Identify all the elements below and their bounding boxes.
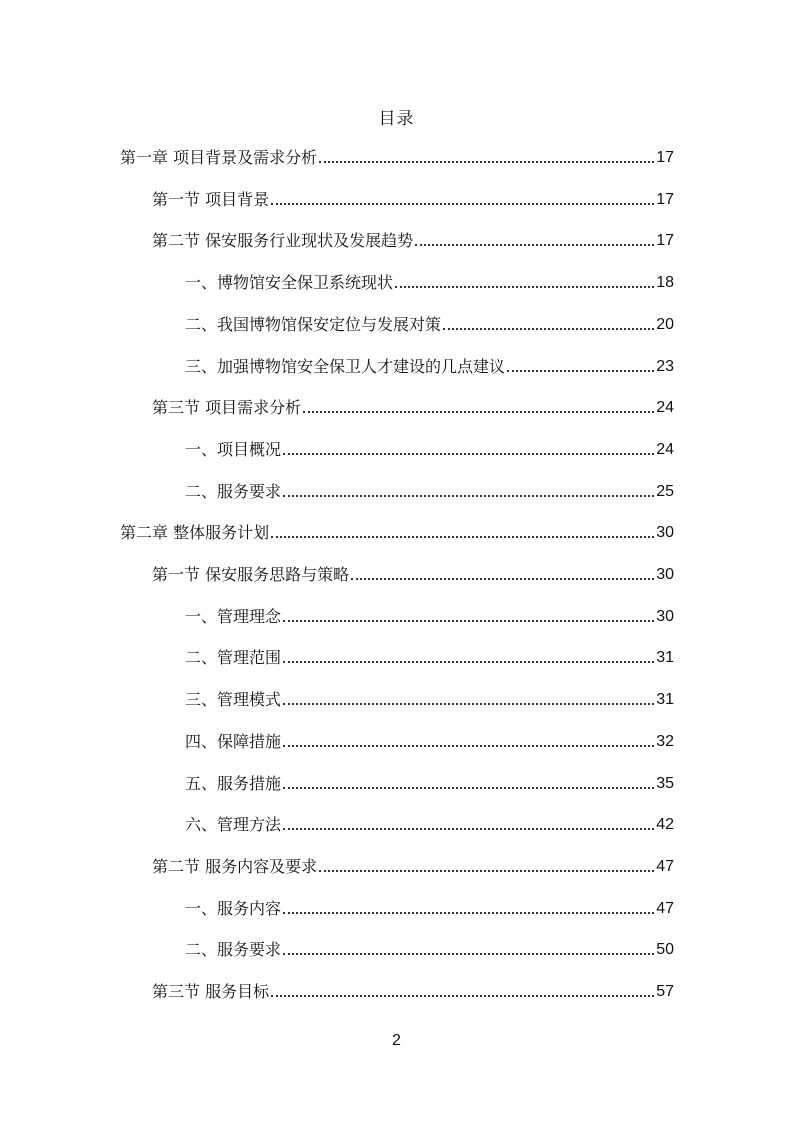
- toc-entry-subsection[interactable]: [185, 688, 674, 712]
- toc-entry-subsection[interactable]: [185, 271, 674, 295]
- dot-leader: [415, 244, 654, 246]
- dot-leader: [283, 787, 654, 789]
- toc-entry-subsection[interactable]: [185, 897, 674, 921]
- toc-entry-label: 二、服务要求: [185, 481, 282, 501]
- toc-entry-label: 二、我国博物馆保安定位与发展对策: [185, 314, 442, 334]
- toc-entry-page: 23: [656, 357, 674, 375]
- toc-entry-subsection[interactable]: [185, 438, 674, 462]
- toc-entry-section[interactable]: [152, 980, 674, 1004]
- toc-entry-label: 第三节 服务目标: [152, 982, 270, 1001]
- toc-title: 目录: [378, 109, 415, 129]
- toc-entry-label: 六、管理方法: [185, 815, 282, 835]
- dot-leader: [319, 870, 654, 872]
- toc-entry-label: 一、服务内容: [185, 898, 282, 918]
- toc-entry-section[interactable]: [152, 229, 674, 253]
- dot-leader: [283, 453, 654, 455]
- toc-entry-subsection[interactable]: [185, 730, 674, 754]
- dot-leader: [283, 828, 654, 830]
- toc-entry-page: 31: [656, 649, 674, 667]
- toc-entry-label: 三、加强博物馆安全保卫人才建设的几点建议: [185, 356, 506, 376]
- toc-entry-label: 一、管理理念: [185, 606, 282, 626]
- toc-entry-page: 30: [656, 566, 674, 583]
- toc-entry-label: 第二节 服务内容及要求: [152, 856, 318, 876]
- toc-entry-page: 24: [656, 440, 674, 458]
- dot-leader: [283, 745, 654, 747]
- toc-entry-section[interactable]: [152, 855, 674, 879]
- toc-entry-label: 第二节 保安服务行业现状及发展趋势: [152, 231, 414, 251]
- dot-leader: [283, 495, 654, 497]
- toc-entry-page: 20: [656, 315, 674, 333]
- toc-entry-label: 四、保障措施: [185, 731, 282, 751]
- toc-entry-section[interactable]: [152, 563, 674, 587]
- toc-entry-subsection[interactable]: [185, 646, 674, 670]
- dot-leader: [303, 411, 654, 413]
- toc-entry-subsection[interactable]: [185, 313, 674, 337]
- dot-leader: [507, 370, 654, 372]
- toc-entry-label: 第一章 项目背景及需求分析: [120, 148, 318, 167]
- toc-entry-page: 31: [656, 691, 674, 709]
- toc-entry-label: 第一节 保安服务思路与策略: [152, 565, 350, 584]
- toc-entry-label: 二、管理范围: [185, 648, 282, 668]
- toc-entry-section[interactable]: [152, 188, 674, 212]
- toc-entry-page: 47: [656, 899, 674, 917]
- dot-leader: [283, 703, 654, 705]
- toc-entry-label: 一、博物馆安全保卫系统现状: [185, 273, 394, 293]
- toc-entry-page: 30: [656, 607, 674, 625]
- toc-entry-label: 二、服务要求: [185, 940, 282, 960]
- dot-leader: [271, 536, 654, 538]
- toc-entry-label: 第二章 整体服务计划: [120, 523, 270, 543]
- toc-entry-chapter[interactable]: [120, 521, 674, 545]
- toc-entry-page: 57: [656, 983, 674, 1000]
- toc-entry-page: 35: [656, 774, 674, 792]
- dot-leader: [319, 161, 654, 163]
- toc-entry-label: 第三节 项目需求分析: [152, 398, 302, 418]
- toc-entry-page: 17: [656, 190, 674, 208]
- toc-entry-page: 17: [656, 149, 674, 166]
- dot-leader: [271, 203, 654, 205]
- dot-leader: [351, 578, 654, 580]
- toc-entry-subsection[interactable]: [185, 813, 674, 837]
- toc-entry-subsection[interactable]: [185, 480, 674, 504]
- toc-entry-section[interactable]: [152, 396, 674, 420]
- toc-entry-page: 24: [656, 399, 674, 417]
- toc-entry-subsection[interactable]: [185, 772, 674, 796]
- toc-entry-label: 一、项目概况: [185, 439, 282, 459]
- toc-entry-page: 17: [656, 232, 674, 250]
- dot-leader: [443, 328, 654, 330]
- toc-entry-page: 47: [656, 857, 674, 875]
- toc-entry-label: 五、服务措施: [185, 773, 282, 793]
- toc-entry-label: 第一节 项目背景: [152, 189, 270, 209]
- toc-entry-subsection[interactable]: [185, 938, 674, 962]
- toc-entry-page: 42: [656, 816, 674, 834]
- toc-entry-page: 50: [656, 941, 674, 959]
- dot-leader: [283, 953, 654, 955]
- dot-leader: [283, 661, 654, 663]
- toc-entry-subsection[interactable]: [185, 605, 674, 629]
- toc-entry-label: 三、管理模式: [185, 690, 282, 710]
- dot-leader: [271, 995, 654, 997]
- toc-entry-page: 32: [656, 732, 674, 750]
- toc-entry-page: 18: [656, 274, 674, 292]
- page-number: 2: [392, 1032, 401, 1049]
- dot-leader: [283, 912, 654, 914]
- toc-entry-chapter[interactable]: [120, 146, 674, 170]
- dot-leader: [395, 286, 654, 288]
- toc-entry-page: 25: [656, 482, 674, 500]
- toc-entry-page: 30: [656, 524, 674, 542]
- toc-entry-subsection[interactable]: [185, 355, 674, 379]
- dot-leader: [283, 620, 654, 622]
